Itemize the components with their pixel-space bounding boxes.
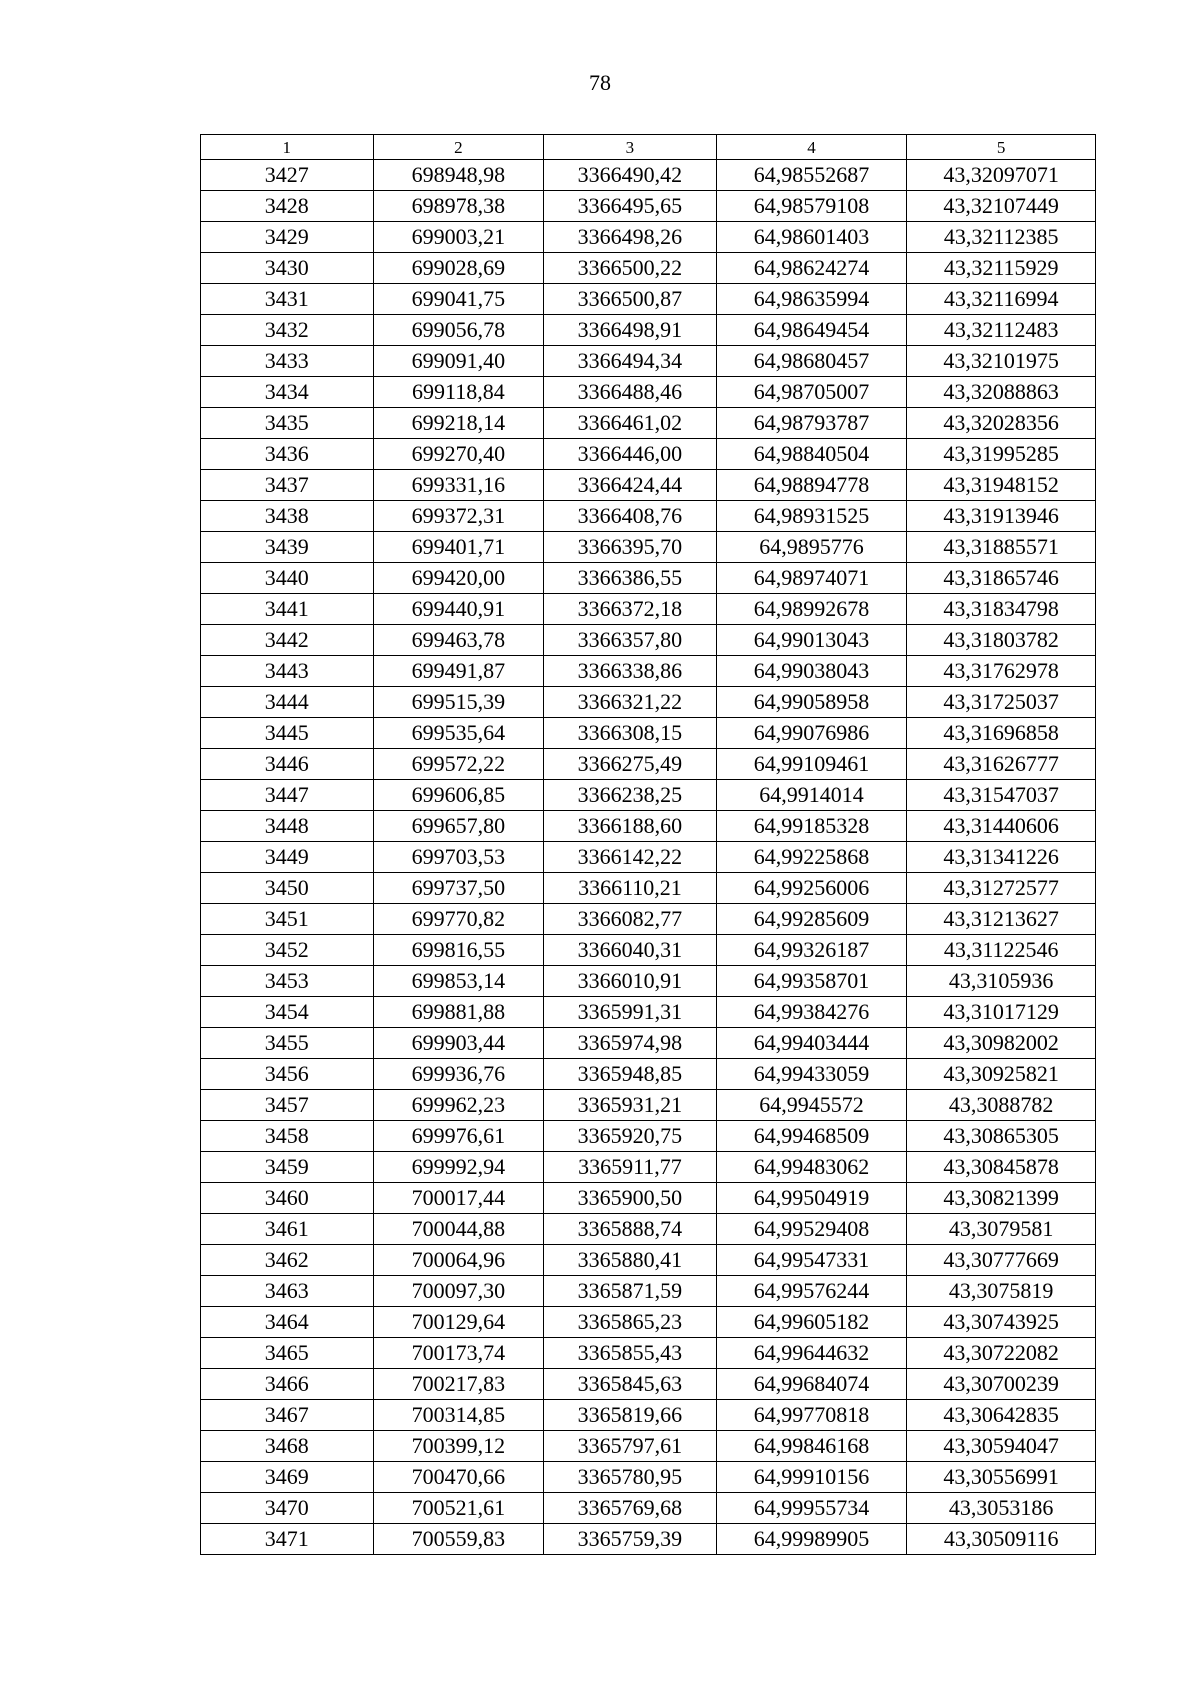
table-row	[201, 532, 1096, 563]
table-row	[201, 966, 1096, 997]
table-cell: 64,99955734	[716, 1493, 907, 1524]
table-cell: 43,31762978	[907, 656, 1096, 687]
coordinates-table	[200, 134, 1096, 1555]
table-cell: 3436	[201, 439, 374, 470]
table-cell: 64,98680457	[716, 346, 907, 377]
column-header: 1	[201, 135, 374, 160]
table-cell: 3365948,85	[544, 1059, 717, 1090]
table-cell: 3455	[201, 1028, 374, 1059]
table-cell: 3433	[201, 346, 374, 377]
table-cell: 3453	[201, 966, 374, 997]
table-cell: 3366338,86	[544, 656, 717, 687]
table-cell: 3365855,43	[544, 1338, 717, 1369]
table-cell: 43,31272577	[907, 873, 1096, 904]
table-cell: 43,31865746	[907, 563, 1096, 594]
table-cell: 64,98894778	[716, 470, 907, 501]
table-cell: 3366372,18	[544, 594, 717, 625]
table-row	[201, 191, 1096, 222]
table-cell: 43,3088782	[907, 1090, 1096, 1121]
table-row	[201, 439, 1096, 470]
table-cell: 43,32088863	[907, 377, 1096, 408]
table-cell: 3438	[201, 501, 374, 532]
table-cell: 3429	[201, 222, 374, 253]
table-cell: 3366490,42	[544, 160, 717, 191]
table-cell: 43,30642835	[907, 1400, 1096, 1431]
table-cell: 43,32116994	[907, 284, 1096, 315]
column-header: 5	[907, 135, 1096, 160]
table-cell: 64,98705007	[716, 377, 907, 408]
table-cell: 699606,85	[373, 780, 544, 811]
table-cell: 3366500,87	[544, 284, 717, 315]
table-cell: 64,99644632	[716, 1338, 907, 1369]
table-cell: 64,98793787	[716, 408, 907, 439]
table-cell: 699331,16	[373, 470, 544, 501]
table-cell: 43,30743925	[907, 1307, 1096, 1338]
table-cell: 700097,30	[373, 1276, 544, 1307]
table-cell: 3430	[201, 253, 374, 284]
table-cell: 3443	[201, 656, 374, 687]
table-cell: 43,32101975	[907, 346, 1096, 377]
table-cell: 3366040,31	[544, 935, 717, 966]
table-cell: 699440,91	[373, 594, 544, 625]
table-cell: 64,9895776	[716, 532, 907, 563]
table-cell: 3366498,26	[544, 222, 717, 253]
table-cell: 699372,31	[373, 501, 544, 532]
table-cell: 64,99989905	[716, 1524, 907, 1555]
table-cell: 698978,38	[373, 191, 544, 222]
table-cell: 64,98992678	[716, 594, 907, 625]
table-cell: 43,3079581	[907, 1214, 1096, 1245]
table-cell: 3466	[201, 1369, 374, 1400]
column-header: 4	[716, 135, 907, 160]
table-cell: 3450	[201, 873, 374, 904]
table-cell: 3465	[201, 1338, 374, 1369]
table-cell: 64,99403444	[716, 1028, 907, 1059]
table-cell: 64,99605182	[716, 1307, 907, 1338]
table-cell: 3432	[201, 315, 374, 346]
table-cell: 3427	[201, 160, 374, 191]
table-cell: 3446	[201, 749, 374, 780]
table-cell: 699903,44	[373, 1028, 544, 1059]
table-cell: 700017,44	[373, 1183, 544, 1214]
table-row	[201, 346, 1096, 377]
table-cell: 699003,21	[373, 222, 544, 253]
table-cell: 43,31122546	[907, 935, 1096, 966]
table-cell: 64,98931525	[716, 501, 907, 532]
table-cell: 43,3105936	[907, 966, 1096, 997]
table-cell: 3467	[201, 1400, 374, 1431]
table-cell: 43,30722082	[907, 1338, 1096, 1369]
table-cell: 699091,40	[373, 346, 544, 377]
table-row	[201, 749, 1096, 780]
table-cell: 3366488,46	[544, 377, 717, 408]
table-cell: 699028,69	[373, 253, 544, 284]
table-cell: 64,98840504	[716, 439, 907, 470]
table-cell: 3366188,60	[544, 811, 717, 842]
table-body	[201, 160, 1096, 1555]
table-cell: 3462	[201, 1245, 374, 1276]
table-cell: 3365900,50	[544, 1183, 717, 1214]
table-cell: 64,99058958	[716, 687, 907, 718]
table-cell: 3366321,22	[544, 687, 717, 718]
table-cell: 43,30700239	[907, 1369, 1096, 1400]
table-row	[201, 873, 1096, 904]
table-cell: 64,99256006	[716, 873, 907, 904]
table-cell: 3454	[201, 997, 374, 1028]
table-row	[201, 1307, 1096, 1338]
table-cell: 3366424,44	[544, 470, 717, 501]
table-cell: 3365931,21	[544, 1090, 717, 1121]
table-cell: 43,3075819	[907, 1276, 1096, 1307]
table-cell: 3365759,39	[544, 1524, 717, 1555]
table-cell: 43,32115929	[907, 253, 1096, 284]
table-cell: 43,31017129	[907, 997, 1096, 1028]
table-cell: 3464	[201, 1307, 374, 1338]
table-cell: 64,98552687	[716, 160, 907, 191]
table-cell: 64,99529408	[716, 1214, 907, 1245]
table-cell: 3366308,15	[544, 718, 717, 749]
table-cell: 43,31913946	[907, 501, 1096, 532]
table-cell: 3366010,91	[544, 966, 717, 997]
table-cell: 699962,23	[373, 1090, 544, 1121]
table-cell: 699881,88	[373, 997, 544, 1028]
table-cell: 698948,98	[373, 160, 544, 191]
table-cell: 3458	[201, 1121, 374, 1152]
table-cell: 3435	[201, 408, 374, 439]
table-cell: 699936,76	[373, 1059, 544, 1090]
table-cell: 43,30925821	[907, 1059, 1096, 1090]
table-cell: 700559,83	[373, 1524, 544, 1555]
table-row	[201, 160, 1096, 191]
table-cell: 3366395,70	[544, 532, 717, 563]
table-row	[201, 935, 1096, 966]
table-cell: 3451	[201, 904, 374, 935]
table-cell: 3366110,21	[544, 873, 717, 904]
table-cell: 3365880,41	[544, 1245, 717, 1276]
table-row	[201, 780, 1096, 811]
table-cell: 3366500,22	[544, 253, 717, 284]
table-row	[201, 904, 1096, 935]
table-cell: 43,30982002	[907, 1028, 1096, 1059]
table-row	[201, 1400, 1096, 1431]
table-row	[201, 842, 1096, 873]
table-cell: 64,99433059	[716, 1059, 907, 1090]
table-cell: 64,9945572	[716, 1090, 907, 1121]
table-row	[201, 1028, 1096, 1059]
table-cell: 699976,61	[373, 1121, 544, 1152]
table-cell: 3366408,76	[544, 501, 717, 532]
table-cell: 3366498,91	[544, 315, 717, 346]
table-cell: 3452	[201, 935, 374, 966]
table-header	[201, 135, 1096, 160]
table-cell: 699056,78	[373, 315, 544, 346]
table-cell: 3365911,77	[544, 1152, 717, 1183]
table-cell: 3365865,23	[544, 1307, 717, 1338]
table-cell: 43,31803782	[907, 625, 1096, 656]
table-row	[201, 377, 1096, 408]
table-cell: 43,32097071	[907, 160, 1096, 191]
table-cell: 699992,94	[373, 1152, 544, 1183]
table-cell: 699657,80	[373, 811, 544, 842]
table-cell: 3471	[201, 1524, 374, 1555]
table-cell: 3444	[201, 687, 374, 718]
table-cell: 699770,82	[373, 904, 544, 935]
table-cell: 3449	[201, 842, 374, 873]
table-cell: 699491,87	[373, 656, 544, 687]
table-row	[201, 656, 1096, 687]
table-cell: 3366495,65	[544, 191, 717, 222]
table-cell: 3470	[201, 1493, 374, 1524]
table-cell: 699816,55	[373, 935, 544, 966]
table-cell: 3365991,31	[544, 997, 717, 1028]
table-cell: 64,98579108	[716, 191, 907, 222]
page-number: 78	[589, 70, 611, 95]
table-row	[201, 1090, 1096, 1121]
table-cell: 43,30821399	[907, 1183, 1096, 1214]
table-cell: 3365845,63	[544, 1369, 717, 1400]
table-cell: 3439	[201, 532, 374, 563]
table-cell: 64,99846168	[716, 1431, 907, 1462]
table-cell: 3366357,80	[544, 625, 717, 656]
table-cell: 3445	[201, 718, 374, 749]
table-row	[201, 408, 1096, 439]
table-row	[201, 594, 1096, 625]
table-cell: 3366494,34	[544, 346, 717, 377]
table-row	[201, 687, 1096, 718]
table-cell: 700044,88	[373, 1214, 544, 1245]
table-row	[201, 1369, 1096, 1400]
table-cell: 3365974,98	[544, 1028, 717, 1059]
table-cell: 700173,74	[373, 1338, 544, 1369]
table-cell: 43,30865305	[907, 1121, 1096, 1152]
table-row	[201, 718, 1096, 749]
table-cell: 43,31341226	[907, 842, 1096, 873]
table-cell: 3365819,66	[544, 1400, 717, 1431]
table-cell: 64,99038043	[716, 656, 907, 687]
table-cell: 64,99483062	[716, 1152, 907, 1183]
table-row	[201, 222, 1096, 253]
table-cell: 64,99547331	[716, 1245, 907, 1276]
table-cell: 43,3053186	[907, 1493, 1096, 1524]
table-cell: 700129,64	[373, 1307, 544, 1338]
table-cell: 699401,71	[373, 532, 544, 563]
table-cell: 3431	[201, 284, 374, 315]
table-cell: 43,31885571	[907, 532, 1096, 563]
table-cell: 699218,14	[373, 408, 544, 439]
table-cell: 3366446,00	[544, 439, 717, 470]
table-cell: 699703,53	[373, 842, 544, 873]
table-cell: 43,31213627	[907, 904, 1096, 935]
table-cell: 64,99285609	[716, 904, 907, 935]
table-cell: 3456	[201, 1059, 374, 1090]
table-cell: 64,9914014	[716, 780, 907, 811]
table-cell: 3365797,61	[544, 1431, 717, 1462]
table-row	[201, 1276, 1096, 1307]
table-cell: 3366461,02	[544, 408, 717, 439]
table-cell: 43,30594047	[907, 1431, 1096, 1462]
table-cell: 64,99076986	[716, 718, 907, 749]
table-row	[201, 1152, 1096, 1183]
table-cell: 3365780,95	[544, 1462, 717, 1493]
table-cell: 43,32112483	[907, 315, 1096, 346]
table-cell: 3366238,25	[544, 780, 717, 811]
table-cell: 3428	[201, 191, 374, 222]
table-row	[201, 1183, 1096, 1214]
table-cell: 43,30777669	[907, 1245, 1096, 1276]
table-cell: 43,31834798	[907, 594, 1096, 625]
table-cell: 43,32112385	[907, 222, 1096, 253]
column-header: 2	[373, 135, 544, 160]
table-cell: 64,99468509	[716, 1121, 907, 1152]
table-cell: 64,99504919	[716, 1183, 907, 1214]
table-cell: 3460	[201, 1183, 374, 1214]
table-cell: 3442	[201, 625, 374, 656]
table-cell: 64,99358701	[716, 966, 907, 997]
table-cell: 699041,75	[373, 284, 544, 315]
table-cell: 3365920,75	[544, 1121, 717, 1152]
table-cell: 3365769,68	[544, 1493, 717, 1524]
table-row	[201, 1338, 1096, 1369]
table-row	[201, 1245, 1096, 1276]
table-cell: 3366386,55	[544, 563, 717, 594]
table-cell: 43,31696858	[907, 718, 1096, 749]
table-cell: 699118,84	[373, 377, 544, 408]
table-cell: 64,99109461	[716, 749, 907, 780]
table-cell: 3463	[201, 1276, 374, 1307]
table-row	[201, 1214, 1096, 1245]
table-cell: 43,31440606	[907, 811, 1096, 842]
table-cell: 43,31948152	[907, 470, 1096, 501]
table-row	[201, 315, 1096, 346]
table-cell: 699420,00	[373, 563, 544, 594]
table-row	[201, 253, 1096, 284]
table-cell: 43,31995285	[907, 439, 1096, 470]
table-cell: 699572,22	[373, 749, 544, 780]
table-cell: 700399,12	[373, 1431, 544, 1462]
table-cell: 64,99910156	[716, 1462, 907, 1493]
table-cell: 64,99576244	[716, 1276, 907, 1307]
table-cell: 700064,96	[373, 1245, 544, 1276]
table-row	[201, 284, 1096, 315]
table-cell: 64,99770818	[716, 1400, 907, 1431]
table-cell: 64,99326187	[716, 935, 907, 966]
table-cell: 3469	[201, 1462, 374, 1493]
table-cell: 64,99013043	[716, 625, 907, 656]
table-cell: 3366275,49	[544, 749, 717, 780]
table-cell: 43,31626777	[907, 749, 1096, 780]
table-cell: 3441	[201, 594, 374, 625]
table-row	[201, 1462, 1096, 1493]
table-cell: 3468	[201, 1431, 374, 1462]
table-cell: 3434	[201, 377, 374, 408]
table-cell: 699535,64	[373, 718, 544, 749]
table-cell: 43,32028356	[907, 408, 1096, 439]
table-cell: 699853,14	[373, 966, 544, 997]
table-cell: 700314,85	[373, 1400, 544, 1431]
table-cell: 3440	[201, 563, 374, 594]
table-cell: 43,30845878	[907, 1152, 1096, 1183]
table-cell: 64,98974071	[716, 563, 907, 594]
table-cell: 3447	[201, 780, 374, 811]
table-cell: 64,99384276	[716, 997, 907, 1028]
table-row	[201, 625, 1096, 656]
table-cell: 64,99684074	[716, 1369, 907, 1400]
table-cell: 700470,66	[373, 1462, 544, 1493]
table-cell: 3457	[201, 1090, 374, 1121]
table-cell: 64,98601403	[716, 222, 907, 253]
table-cell: 64,99225868	[716, 842, 907, 873]
table-cell: 699270,40	[373, 439, 544, 470]
table-cell: 43,31547037	[907, 780, 1096, 811]
table-cell: 699515,39	[373, 687, 544, 718]
table-row	[201, 1431, 1096, 1462]
table-cell: 3366142,22	[544, 842, 717, 873]
table-cell: 3448	[201, 811, 374, 842]
table-cell: 700217,83	[373, 1369, 544, 1400]
table-cell: 64,98649454	[716, 315, 907, 346]
table-cell: 43,32107449	[907, 191, 1096, 222]
table-row	[201, 811, 1096, 842]
table-row	[201, 1524, 1096, 1555]
table-cell: 699737,50	[373, 873, 544, 904]
table-cell: 700521,61	[373, 1493, 544, 1524]
table-cell: 43,31725037	[907, 687, 1096, 718]
table-row	[201, 470, 1096, 501]
table-row	[201, 1493, 1096, 1524]
table-cell: 699463,78	[373, 625, 544, 656]
table-row	[201, 501, 1096, 532]
table-cell: 3459	[201, 1152, 374, 1183]
table-cell: 43,30556991	[907, 1462, 1096, 1493]
table-row	[201, 1059, 1096, 1090]
table-row	[201, 1121, 1096, 1152]
table-row	[201, 997, 1096, 1028]
table-cell: 64,98624274	[716, 253, 907, 284]
table-row	[201, 563, 1096, 594]
header-row	[201, 135, 1096, 160]
table-cell: 64,99185328	[716, 811, 907, 842]
table-cell: 3365871,59	[544, 1276, 717, 1307]
column-header: 3	[544, 135, 717, 160]
table-cell: 64,98635994	[716, 284, 907, 315]
table-cell: 3461	[201, 1214, 374, 1245]
table-cell: 3365888,74	[544, 1214, 717, 1245]
table-cell: 43,30509116	[907, 1524, 1096, 1555]
table-cell: 3366082,77	[544, 904, 717, 935]
table-cell: 3437	[201, 470, 374, 501]
